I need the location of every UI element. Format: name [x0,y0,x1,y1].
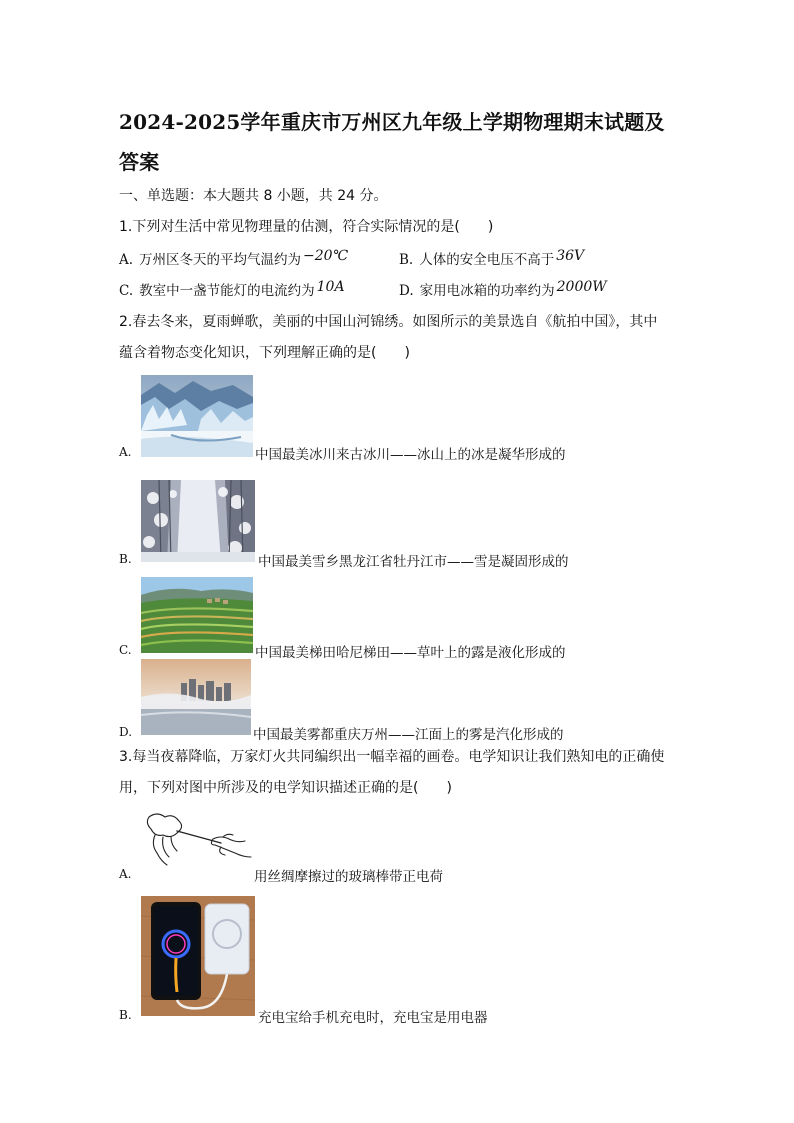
rubbing-rod-drawing [137,809,253,881]
q3-stem-line-2: 用，下列对图中所涉及的电学知识描述正确的是( ) [119,780,452,796]
option-text: 人体的安全电压不高于 [419,252,555,268]
q1-option-d [399,281,607,301]
option-text: 教室中一盏节能灯的电流约为 [139,283,315,299]
document-title [119,102,699,182]
option-label: B. [399,252,414,268]
option-label: A. [119,252,134,268]
option-text: 中国最美梯田哈尼梯田——草叶上的露是液化形成的 [255,645,566,661]
title-line-1: 2024-2025学年重庆市万州区九年级上学期物理期末试题及 [119,110,665,134]
option-label: D. [399,283,414,299]
fog-city-photo [141,659,251,735]
option-label: A. [119,867,132,881]
snow-forest-photo [141,480,255,562]
option-text: 家用电冰箱的功率约为 [419,283,555,299]
option-value: −20℃ [303,248,349,264]
option-text: 万州区冬天的平均气温约为 [139,252,302,268]
glacier-photo [141,375,253,457]
q1-option-c [119,281,345,301]
q3-stem-line-1: 3.每当夜幕降临，万家灯火共同编织出一幅幸福的画卷。电学知识让我们熟知电的正确使 [119,749,665,765]
q1-stem: 1.下列对生活中常见物理量的估测，符合实际情况的是( ) [119,219,494,235]
power-bank-photo [141,896,255,1016]
option-label: B. [119,552,132,566]
section-heading: 一、单选题：本大题共 8 小题，共 24 分。 [119,188,388,204]
option-value: 2000W [556,279,607,295]
q1-option-b [399,250,584,270]
option-text: 充电宝给手机充电时，充电宝是用电器 [258,1010,488,1026]
option-label: B. [119,1008,132,1022]
q3-option-b [119,896,719,1026]
title-line-2: 答案 [119,150,160,174]
option-label: C. [119,643,132,657]
q2-option-d [119,659,719,743]
q2-stem-line-1: 2.春去冬来，夏雨蝉歌，美丽的中国山河锦绣。如图所示的美景选自《航拍中国》，其中 [119,314,658,330]
option-label: D. [119,725,133,739]
terraces-photo [141,577,253,653]
option-text: 中国最美冰川来古冰川——冰山上的冰是凝华形成的 [255,447,566,463]
option-label: A. [119,445,132,459]
option-text: 中国最美雾都重庆万州——江面上的雾是汽化形成的 [253,727,564,743]
option-text: 中国最美雪乡黑龙江省牡丹江市——雪是凝固形成的 [258,554,569,570]
q3-option-a [119,809,719,885]
option-value: 10A [316,279,345,295]
q2-option-c [119,577,719,661]
option-value: 36V [556,248,585,264]
q2-stem-line-2: 蕴含着物态变化知识，下列理解正确的是( ) [119,345,410,361]
option-label: C. [119,283,134,299]
q2-option-b [119,480,719,572]
q2-option-a [119,375,719,467]
q1-option-a [119,250,348,270]
option-text: 用丝绸摩擦过的玻璃棒带正电荷 [254,869,443,885]
